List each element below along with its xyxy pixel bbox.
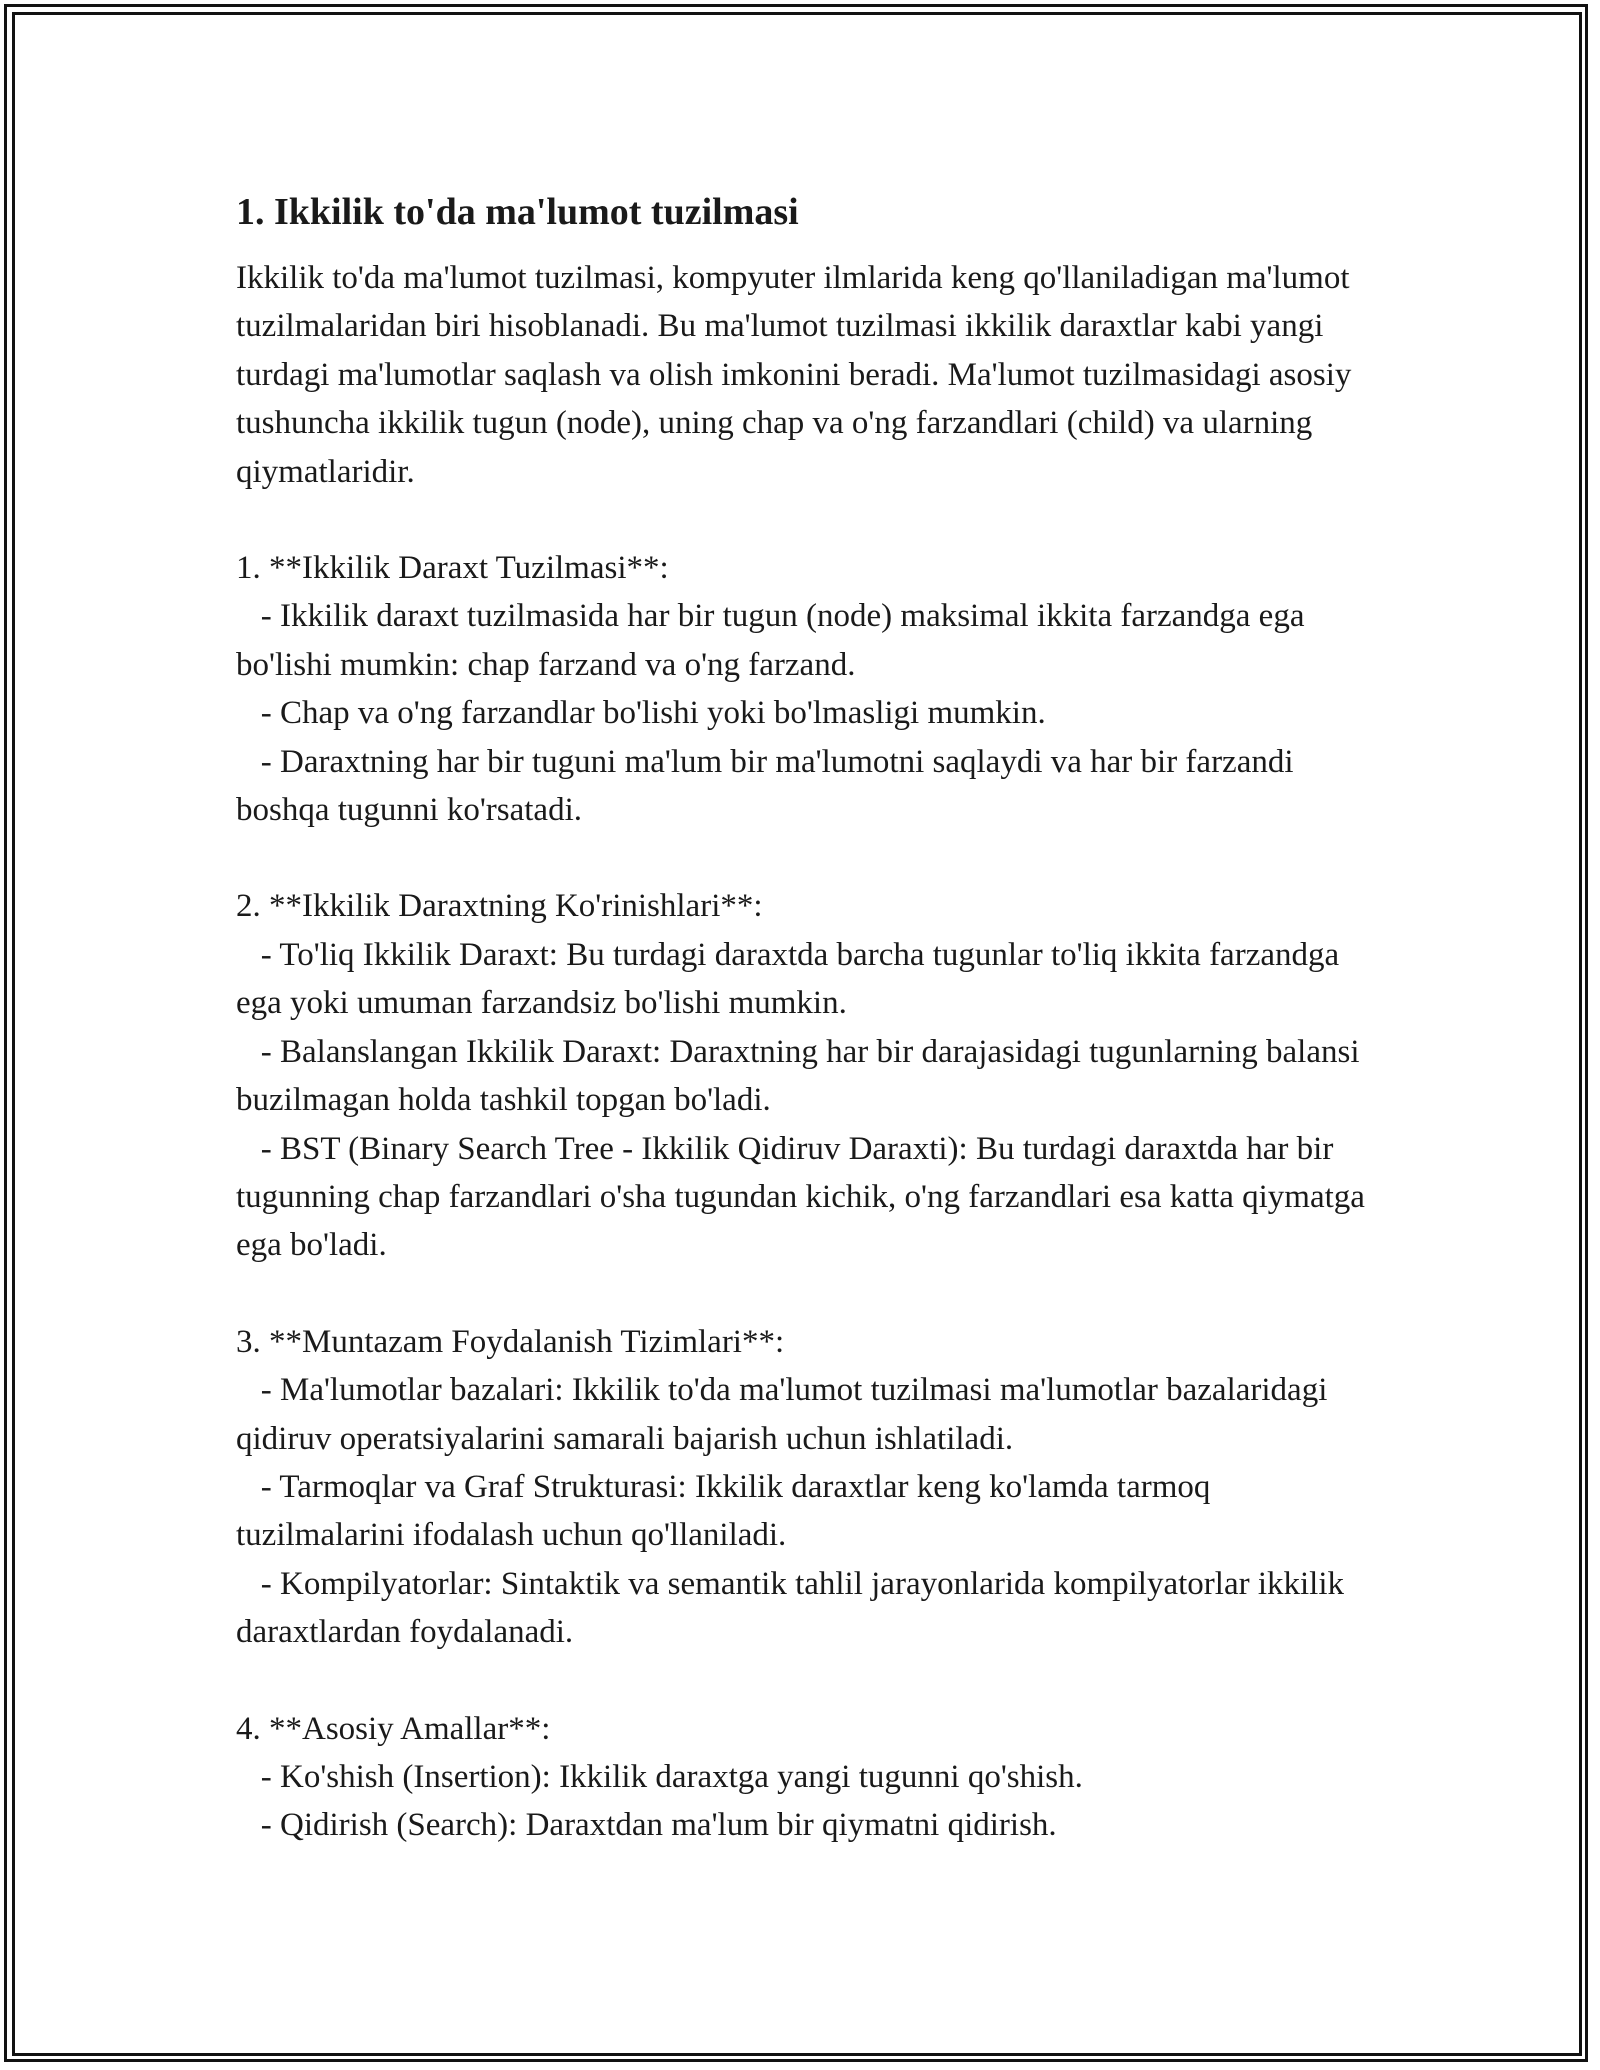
section-heading: 4. **Asosiy Amallar**:	[236, 1710, 551, 1747]
list-item: - Kompilyatorlar: Sintaktik va semantik tahlil jarayonlarida kompilyatorlar ikkilik daraxtlardan foydalanadi.	[236, 1565, 1353, 1651]
section-1	[236, 544, 1386, 834]
section-4	[236, 1705, 1386, 1850]
section-heading: 2. **Ikkilik Daraxtning Ko'rinishlari**:	[236, 888, 763, 925]
list-item: - Tarmoqlar va Graf Strukturasi: Ikkilik daraxtlar keng ko'lamda tarmoq tuzilmalarini ifodalash uchun qo'llaniladi.	[236, 1468, 1219, 1554]
list-item: - BST (Binary Search Tree - Ikkilik Qidiruv Daraxti): Bu turdagi daraxtda har bir tugunning chap farzandlari o'sha tugundan kichik, o'ng farzandlari esa katta qiymatga ega bo'ladi.	[236, 1130, 1374, 1264]
intro-paragraph: Ikkilik to'da ma'lumot tuzilmasi, kompyuter ilmlarida keng qo'llaniladigan ma'lumot tuzilmalaridan biri hisoblanadi. Bu ma'lumot tuzilmasi ikkilik daraxtlar kabi yangi turdagi ma'lumotlar saqlash va olish imkonini beradi. Ma'lumot tuzilmasidagi asosiy tushuncha ikkilik tugun (node), uning chap va o'ng farzandlari (child) va ularning qiymatlaridir.	[236, 260, 1352, 490]
document-content	[236, 186, 1386, 1850]
list-item: - Ko'shish (Insertion): Ikkilik daraxtga yangi tugunni qo'shish.	[236, 1758, 1083, 1795]
section-3	[236, 1318, 1386, 1657]
document-title: 1. Ikkilik to'da ma'lumot tuzilmasi	[236, 191, 799, 233]
list-item: - To'liq Ikkilik Daraxt: Bu turdagi daraxtda barcha tugunlar to'liq ikkita farzandga ega yoki umuman farzandsiz bo'lishi mumkin.	[236, 936, 1348, 1022]
list-item: - Ma'lumotlar bazalari: Ikkilik to'da ma'lumot tuzilmasi ma'lumotlar bazalaridagi qidiruv operatsiyalarini samarali bajarish uchun ishlatiladi.	[236, 1372, 1336, 1457]
section-2	[236, 882, 1386, 1269]
section-heading: 3. **Muntazam Foydalanish Tizimlari**:	[236, 1323, 785, 1360]
list-item: - Ikkilik daraxt tuzilmasida har bir tugun (node) maksimal ikkita farzandga ega bo'lishi mumkin: chap farzand va o'ng farzand.	[236, 598, 1313, 683]
list-item: - Chap va o'ng farzandlar bo'lishi yoki bo'lmasligi mumkin.	[236, 695, 1046, 732]
list-item: - Balanslangan Ikkilik Daraxt: Daraxtning har bir darajasidagi tugunlarning balansi buzilmagan holda tashkil topgan bo'ladi.	[236, 1033, 1368, 1119]
list-item: - Qidirish (Search): Daraxtdan ma'lum bir qiymatni qidirish.	[236, 1807, 1057, 1844]
section-heading: 1. **Ikkilik Daraxt Tuzilmasi**:	[236, 550, 669, 587]
list-item: - Daraxtning har bir tuguni ma'lum bir ma'lumotni saqlaydi va har bir farzandi boshqa tugunni ko'rsatadi.	[236, 743, 1302, 829]
